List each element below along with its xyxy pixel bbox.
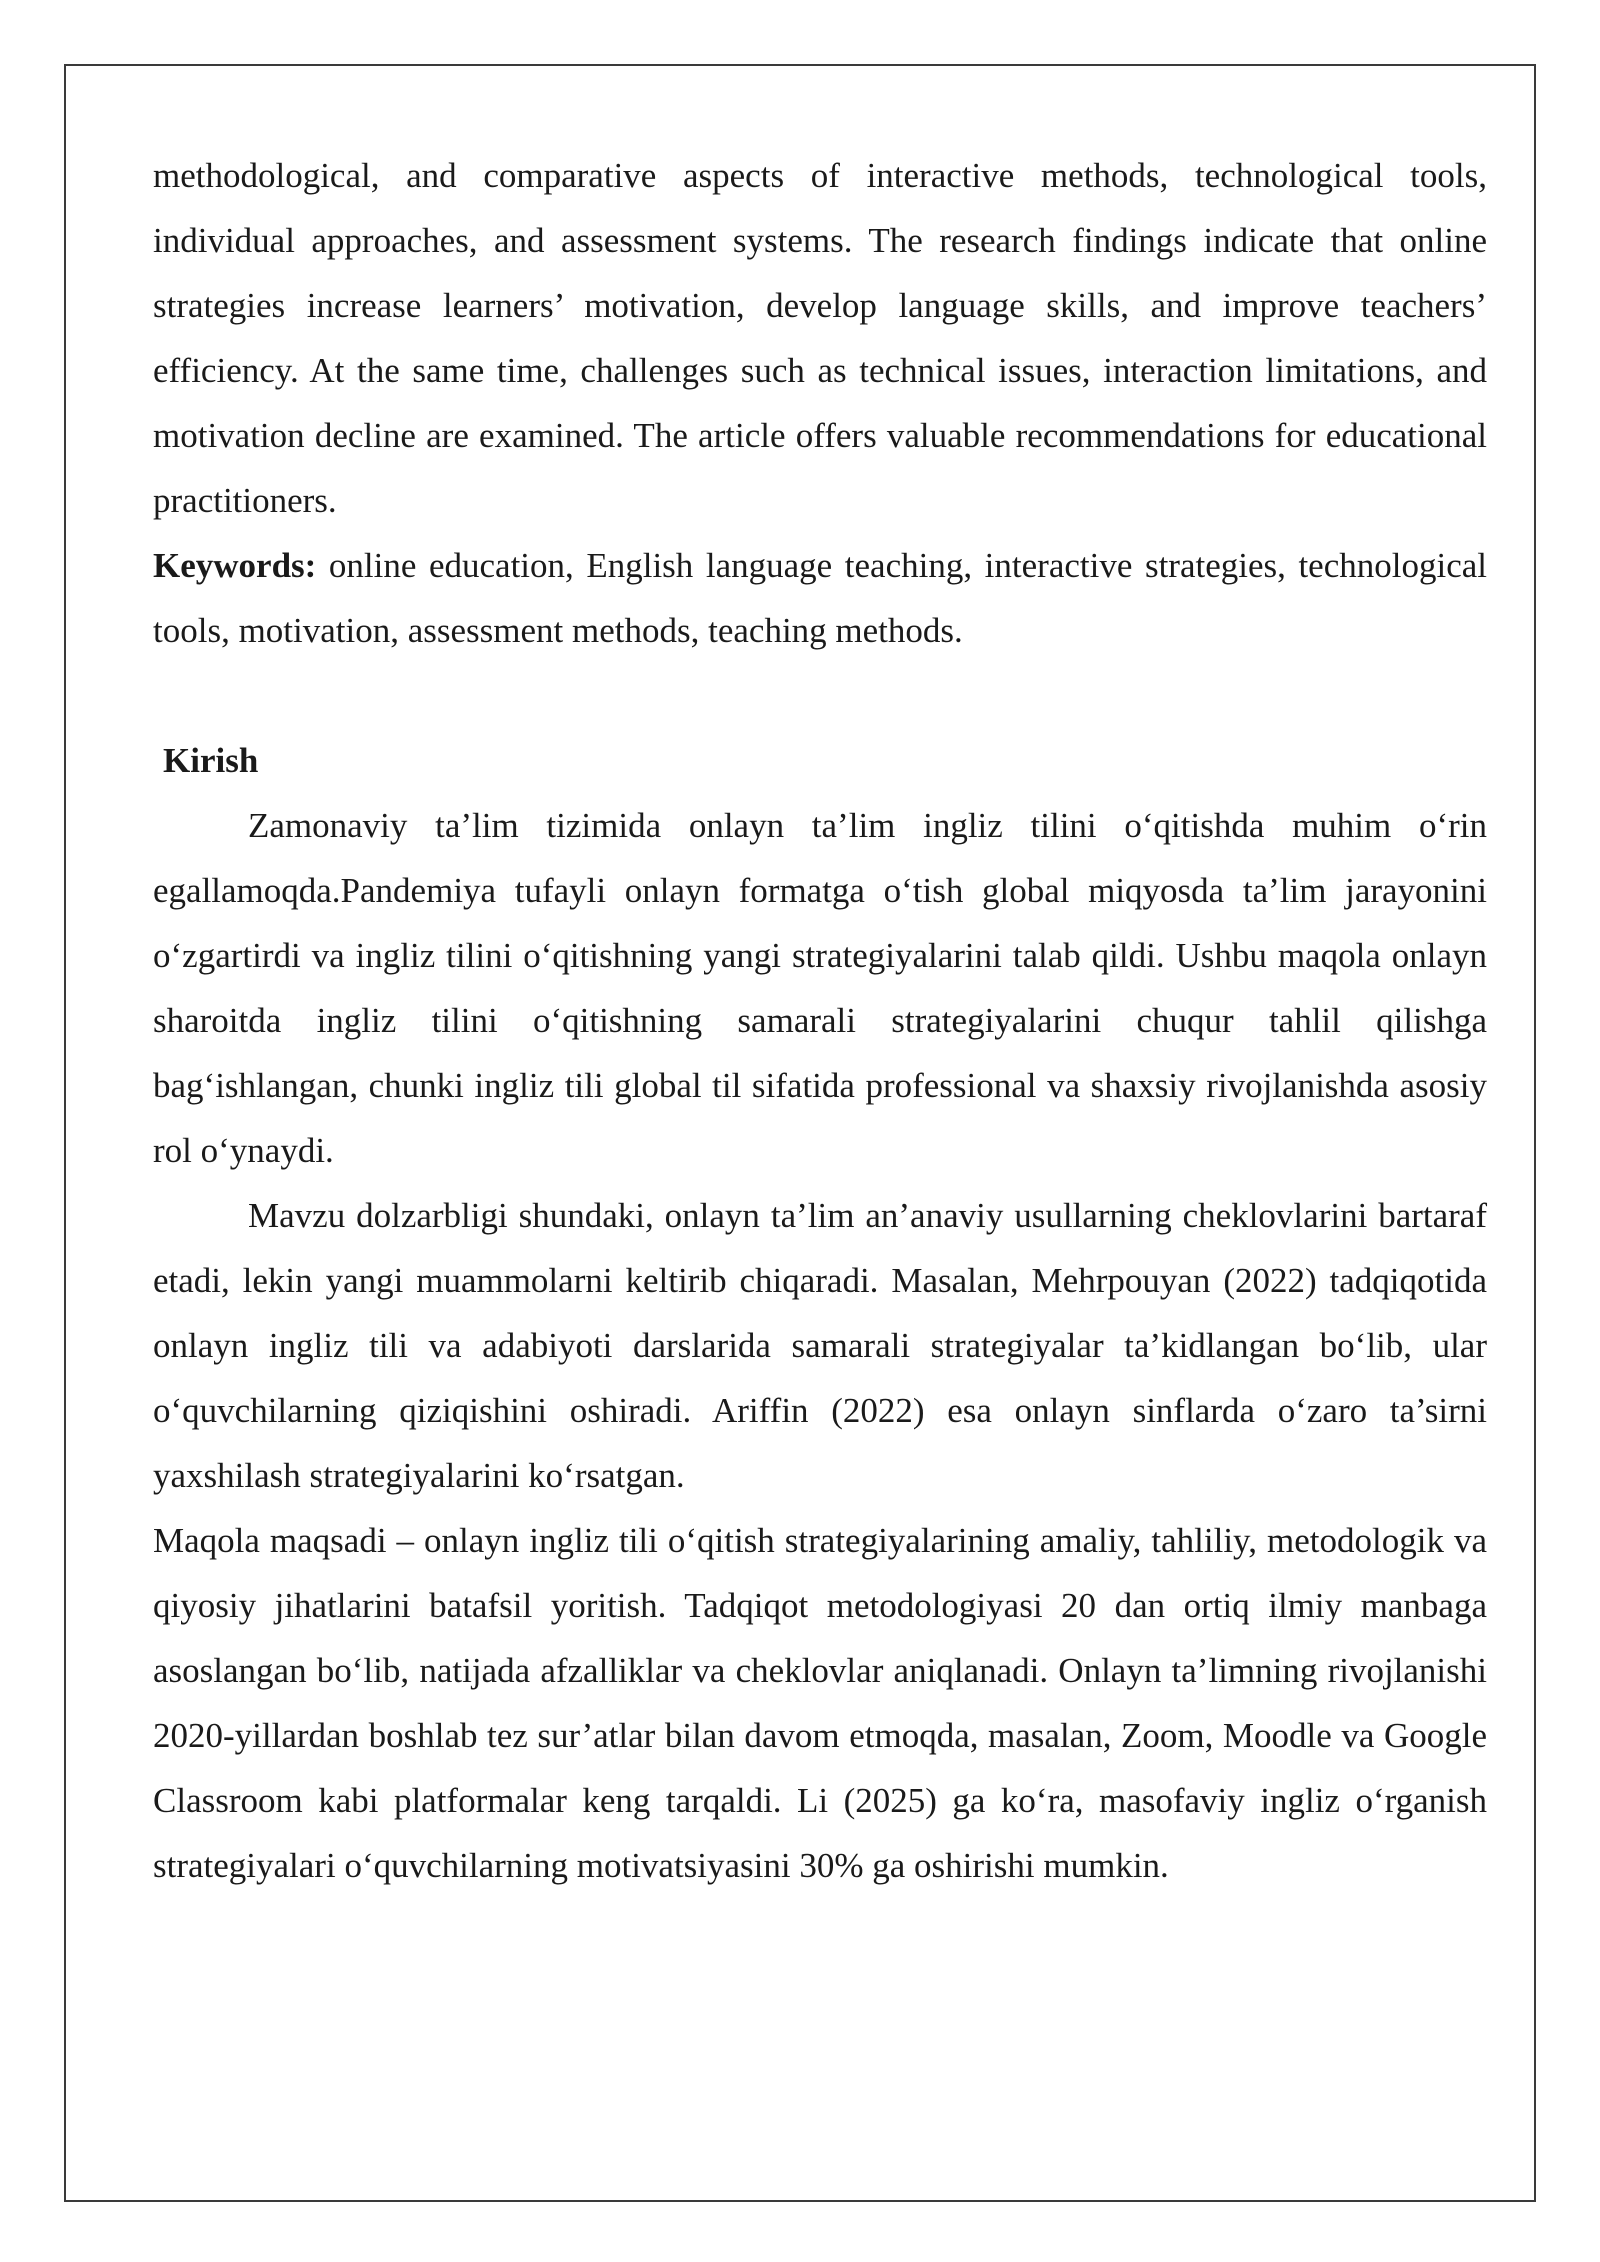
section-heading: Kirish	[163, 741, 259, 780]
body-paragraph-2: Mavzu dolzarbligi shundaki, onlayn ta’lim an’anaviy usullarning cheklovlarini bartaraf etadi, lekin yangi muammolarni keltirib chiqaradi. Masalan, Mehrpouyan (2022) tadqiqotida onlayn ingliz tili va adabiyoti darslarida samarali strategiyalar ta’kidlangan bo‘lib, ular o‘quvchilarning qiziqishini oshiradi. Ariffin (2022) esa onlayn sinflarda o‘zaro ta’sirni yaxshilash strategiyalarini ko‘rsatgan.	[153, 1196, 1487, 1495]
body-paragraph-3: Maqola maqsadi – onlayn ingliz tili o‘qitish strategiyalarining amaliy, tahliliy, metodologik va qiyosiy jihatlarini batafsil yoritish. Tadqiqot metodologiyasi 20 dan ortiq ilmiy manbaga asoslangan bo‘lib, natijada afzalliklar va cheklovlar aniqlanadi. Onlayn ta’limning rivojlanishi 2020-yillardan boshlab tez sur’atlar bilan davom etmoqda, masalan, Zoom, Moodle va Google Classroom kabi platformalar keng tarqaldi. Li (2025) ga ko‘ra, masofaviy ingliz o‘rganish strategiyalari o‘quvchilarning motivatsiyasini 30% ga oshirishi mumkin.	[153, 1521, 1487, 1885]
body-paragraph-1: Zamonaviy ta’lim tizimida onlayn ta’lim ingliz tilini o‘qitishda muhim o‘rin egallamoqda.Pandemiya tufayli onlayn formatga o‘tish global miqyosda ta’lim jarayonini o‘zgartirdi va ingliz tilini o‘qitishning yangi strategiyalarini talab qildi. Ushbu maqola onlayn sharoitda ingliz tilini o‘qitishning samarali strategiyalarini chuqur tahlil qilishga bag‘ishlangan, chunki ingliz tili global til sifatida professional va shaxsiy rivojlanishda asosiy rol o‘ynaydi.	[153, 806, 1487, 1170]
abstract-paragraph: methodological, and comparative aspects of interactive methods, technological tools, individual approaches, and assessment systems. The research findings indicate that online strategies increase learners’ motivation, develop language skills, and improve teachers’ efficiency. At the same time, challenges such as technical issues, interaction limitations, and motivation decline are examined. The article offers valuable recommendations for educational practitioners.	[153, 156, 1487, 520]
keywords-paragraph	[153, 533, 1487, 663]
keywords-label: Keywords:	[153, 546, 317, 585]
keywords-text: online education, English language teaching, interactive strategies, technological tools, motivation, assessment methods, teaching methods.	[153, 546, 1487, 650]
page-content	[153, 143, 1487, 1898]
